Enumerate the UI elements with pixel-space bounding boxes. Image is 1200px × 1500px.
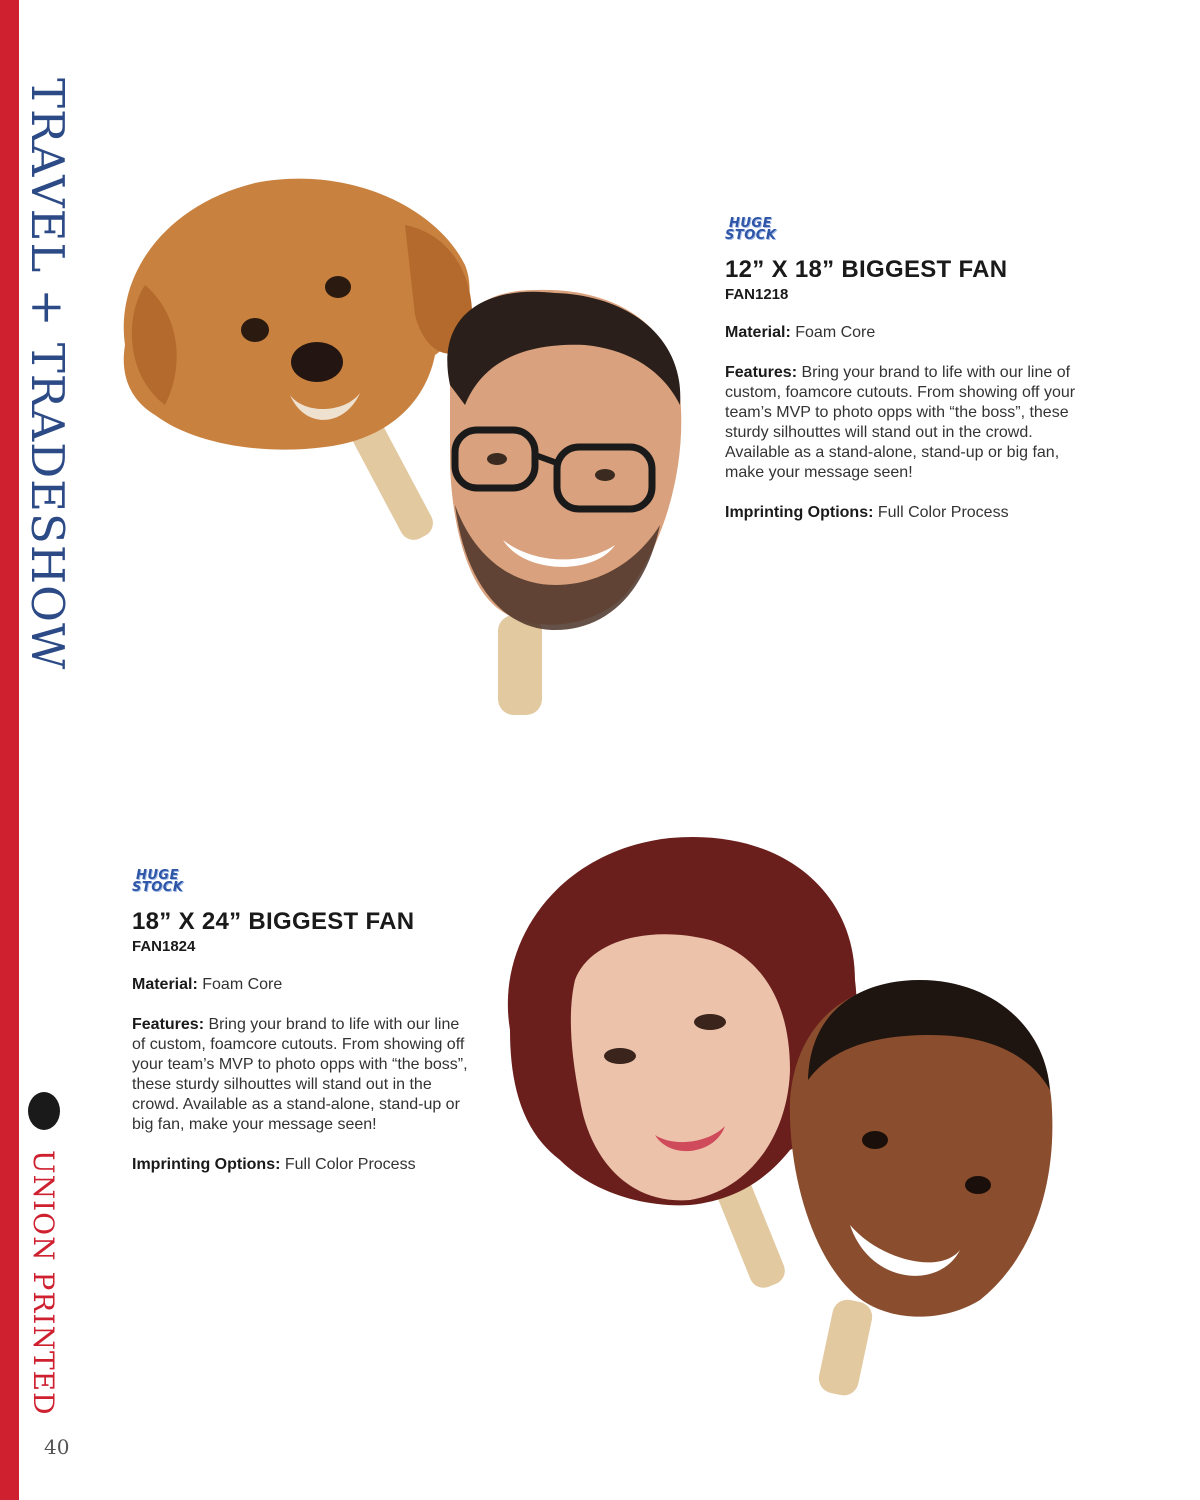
product-imprinting: Imprinting Options: Full Color Process — [132, 1156, 416, 1173]
product-fan1218 — [725, 218, 1095, 523]
brand-seal-icon — [28, 1092, 60, 1130]
product-material: Material: Foam Core — [132, 976, 283, 993]
wooden-stick-icon — [498, 615, 542, 715]
man-face-icon — [447, 290, 681, 630]
product-imprinting: Imprinting Options: Full Color Process — [725, 504, 1009, 521]
sidebar-red-bar — [0, 0, 19, 1500]
product-sku: FAN1218 — [725, 286, 789, 303]
wooden-stick-icon — [816, 1297, 875, 1398]
section-title: TRAVEL + TRADESHOW — [21, 78, 74, 671]
boy-face-icon — [790, 980, 1053, 1317]
brand-name: UNION PRINTED — [27, 1150, 60, 1416]
product-fan1824 — [132, 870, 477, 1175]
huge-stock-logo: HUGE STOCK — [725, 216, 777, 243]
product-features: Features: Bring your brand to life with our line of custom, foamcore cutouts. From showing off your team’s MVP to photo opps with “the boss”, these sturdy silhouttes will stand out in the crowd. Available as a stand-alone, stand-up or big fan, make your message seen! — [132, 1016, 468, 1133]
huge-stock-logo: HUGE STOCK — [132, 868, 184, 895]
product-material: Material: Foam Core — [725, 324, 876, 341]
fan-illustration-dog-man — [105, 165, 695, 725]
product-features: Features: Bring your brand to life with our line of custom, foamcore cutouts. From showing off your team’s MVP to photo opps with “the boss”, these sturdy silhouttes will stand out in the crowd. Available as a stand-alone, stand-up or big fan, make your message seen! — [725, 364, 1076, 481]
product-sku: FAN1824 — [132, 938, 196, 955]
page-number: 40 — [44, 1435, 70, 1459]
product-title: 18” X 24” BIGGEST FAN — [132, 908, 415, 935]
fan-illustration-woman-boy — [490, 830, 1080, 1400]
dog-face-icon — [124, 179, 472, 450]
product-title: 12” X 18” BIGGEST FAN — [725, 256, 1008, 283]
